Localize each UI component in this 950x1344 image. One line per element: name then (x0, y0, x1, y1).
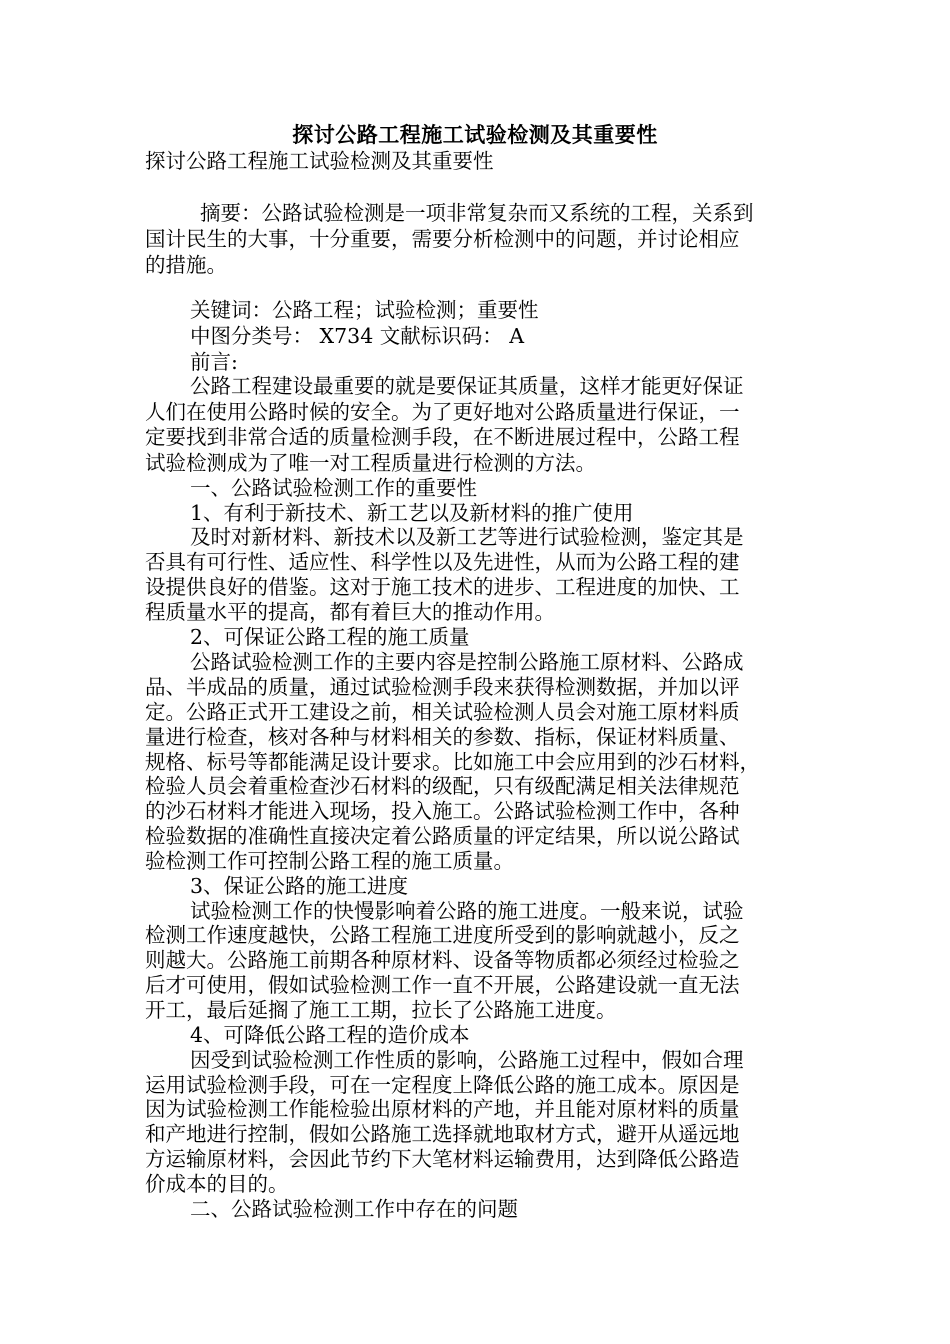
paragraph-line: 检测工作速度越快，公路工程施工进度所受到的影响就越小，反之 (145, 923, 740, 947)
paragraph-line: 则越大。公路施工前期各种原材料、设备等物质都必须经过检验之 (145, 948, 740, 972)
paragraph-line: 规格、标号等都能满足设计要求。比如施工中会应用到的沙石材料， (145, 750, 760, 774)
subsection-heading: 2、可保证公路工程的施工质量 (190, 625, 470, 649)
paragraph-line: 因为试验检测工作能检验出原材料的产地，并且能对原材料的质量 (145, 1097, 740, 1121)
abstract-line: 国计民生的大事，十分重要，需要分析检测中的问题，并讨论相应 (145, 227, 740, 251)
paragraph-line: 因受到试验检测工作性质的影响，公路施工过程中，假如合理 (190, 1048, 744, 1072)
keywords-line: 关键词：公路工程；试验检测；重要性 (190, 298, 539, 322)
subsection-heading: 1、有利于新技术、新工艺以及新材料的推广使用 (190, 501, 634, 525)
paragraph-line: 试验检测成为了唯一对工程质量进行检测的方法。 (145, 451, 596, 475)
paragraph-line: 人们在使用公路时候的安全。为了更好地对公路质量进行保证，一 (145, 400, 740, 424)
subsection-heading: 3、保证公路的施工进度 (190, 874, 409, 898)
paragraph-line: 的沙石材料才能进入现场，投入施工。公路试验检测工作中，各种 (145, 799, 740, 823)
section-heading: 一、公路试验检测工作的重要性 (190, 476, 477, 500)
subtitle-line: 探讨公路工程施工试验检测及其重要性 (145, 149, 494, 173)
paragraph-line: 及时对新材料、新技术以及新工艺等进行试验检测，鉴定其是 (190, 525, 744, 549)
paragraph-line: 检验数据的准确性直接决定着公路质量的评定结果，所以说公路试 (145, 824, 740, 848)
abstract-line: 摘要：公路试验检测是一项非常复杂而又系统的工程，关系到 (200, 201, 754, 225)
paragraph-line: 品、半成品的质量，通过试验检测手段来获得检测数据，并加以评 (145, 675, 740, 699)
paragraph-line: 程质量水平的提高，都有着巨大的推动作用。 (145, 600, 555, 624)
paragraph-line: 试验检测工作的快慢影响着公路的施工进度。一般来说，试验 (190, 899, 744, 923)
paragraph-line: 公路试验检测工作的主要内容是控制公路施工原材料、公路成 (190, 650, 744, 674)
paragraph-line: 定。公路正式开工建设之前，相关试验检测人员会对施工原材料质 (145, 700, 740, 724)
paragraph-line: 设提供良好的借鉴。这对于施工技术的进步、工程进度的加快、工 (145, 575, 740, 599)
paragraph-line: 否具有可行性、适应性、科学性以及先进性，从而为公路工程的建 (145, 550, 740, 574)
paragraph-line: 方运输原材料，会因此节约下大笔材料运输费用，达到降低公路造 (145, 1147, 740, 1171)
paragraph-line: 量进行检查，核对各种与材料相关的参数、指标，保证材料质量、 (145, 725, 740, 749)
paragraph-line: 验检测工作可控制公路工程的施工质量。 (145, 849, 514, 873)
paragraph-line: 开工，最后延搁了施工工期，拉长了公路施工进度。 (145, 998, 617, 1022)
subsection-heading: 4、可降低公路工程的造价成本 (190, 1023, 470, 1047)
paragraph-line: 公路工程建设最重要的就是要保证其质量，这样才能更好保证 (190, 374, 744, 398)
paragraph-line: 价成本的目的。 (145, 1172, 289, 1196)
paragraph-line: 后才可使用，假如试验检测工作一直不开展，公路建设就一直无法 (145, 973, 740, 997)
section-heading: 二、公路试验检测工作中存在的问题 (190, 1197, 518, 1221)
paragraph-line: 检验人员会着重检查沙石材料的级配，只有级配满足相关法律规范 (145, 774, 740, 798)
preface-heading: 前言: (190, 350, 238, 374)
paragraph-line: 和产地进行控制，假如公路施工选择就地取材方式，避开从遥远地 (145, 1122, 740, 1146)
document-title: 探讨公路工程施工试验检测及其重要性 (292, 123, 658, 147)
paragraph-line: 运用试验检测手段，可在一定程度上降低公路的施工成本。原因是 (145, 1073, 740, 1097)
classification-line: 中图分类号： X734 文献标识码： A (190, 324, 525, 348)
abstract-line: 的措施。 (145, 253, 227, 277)
paragraph-line: 定要找到非常合适的质量检测手段，在不断进展过程中，公路工程 (145, 425, 740, 449)
